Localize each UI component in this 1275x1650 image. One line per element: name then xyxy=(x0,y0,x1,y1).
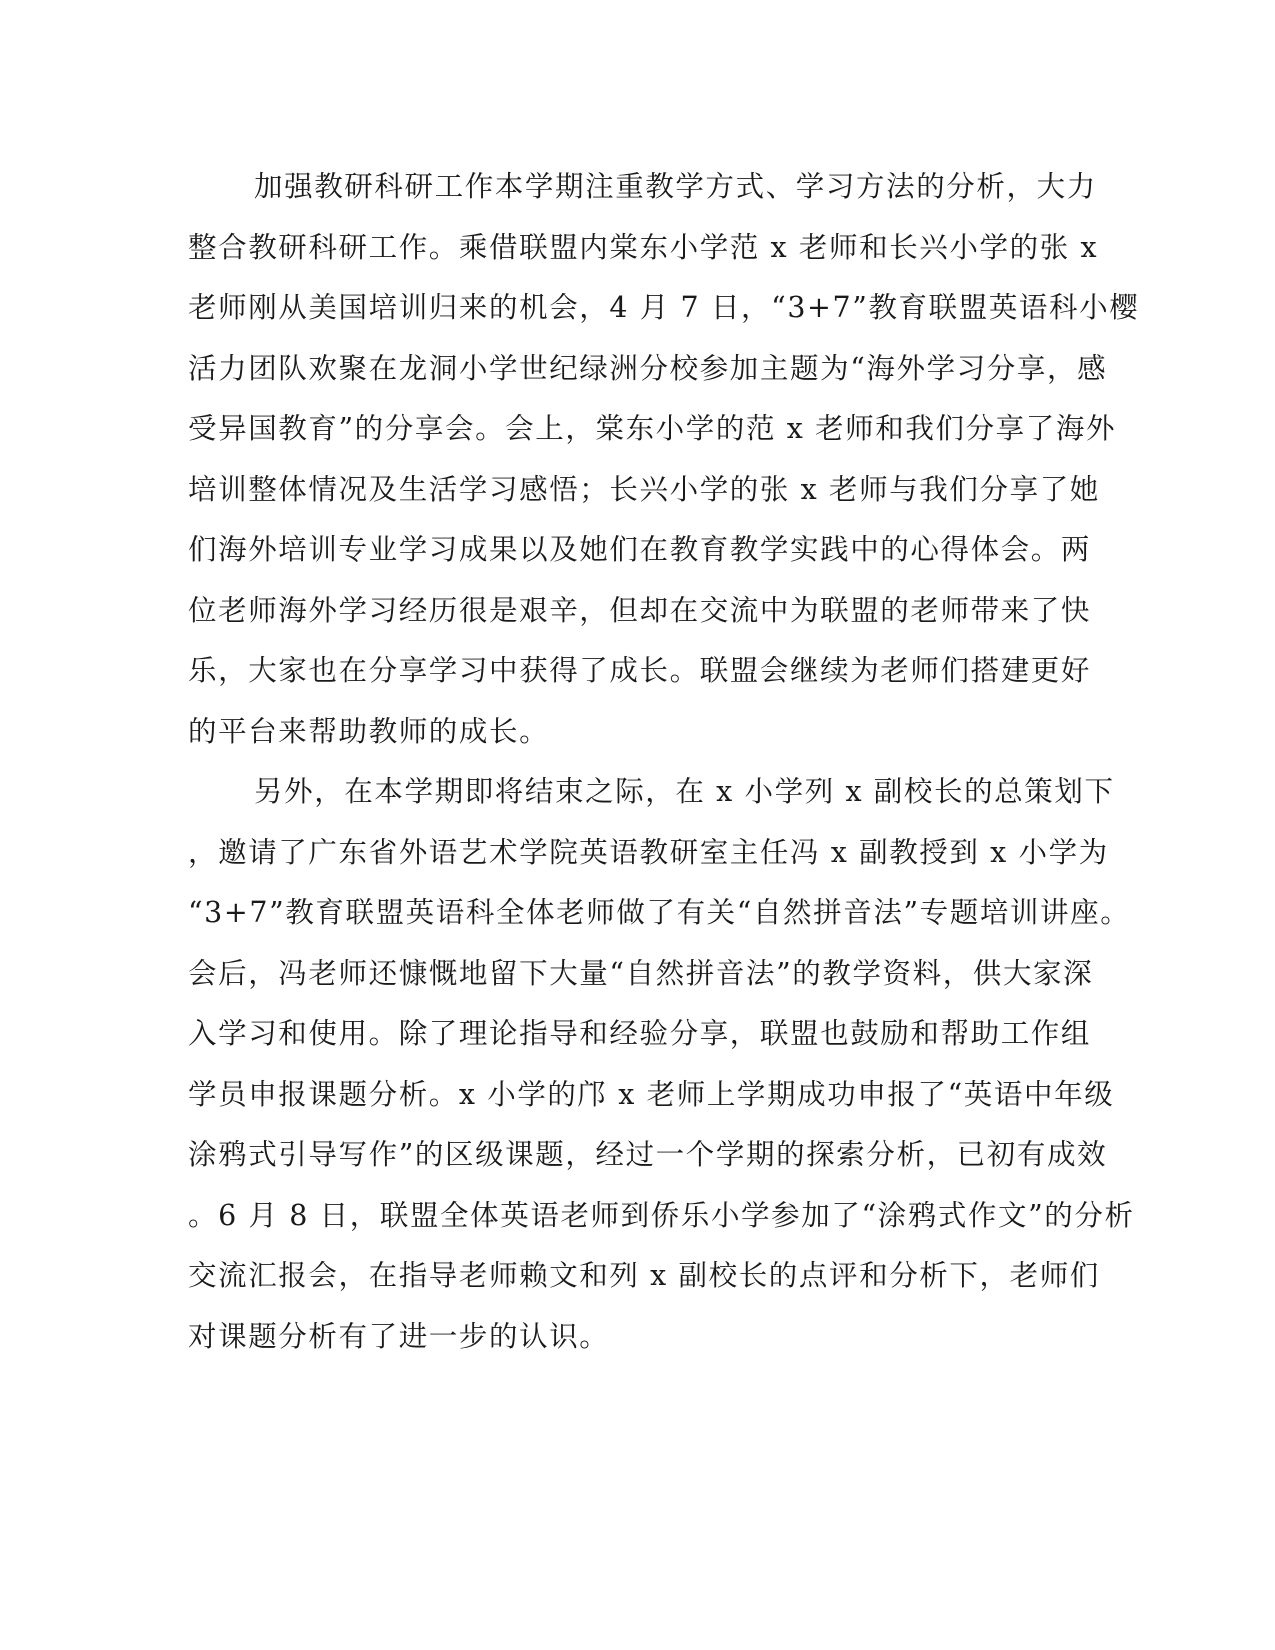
paragraph-2 xyxy=(188,762,1135,1367)
paragraph-line: 老师刚从美国培训归来的机会，4 月 7 日，“3+7”教育联盟英语科小樱 xyxy=(188,291,1140,324)
paragraph-line: 们海外培训专业学习成果以及她们在教育教学实践中的心得体会。两 xyxy=(188,533,1092,566)
paragraph-line: “3+7”教育联盟英语科全体老师做了有关“自然拼音法”专题培训讲座。 xyxy=(188,896,1131,929)
paragraph-line: ，邀请了广东省外语艺术学院英语教研室主任冯 x 副教授到 x 小学为 xyxy=(188,835,1109,869)
paragraph-line: 培训整体情况及生活学习感悟；长兴小学的张 x 老师与我们分享了她 xyxy=(188,472,1100,506)
paragraph-line: 学员申报课题分析。x 小学的邝 x 老师上学期成功申报了“英语中年级 xyxy=(188,1077,1115,1111)
paragraph-1 xyxy=(188,157,1140,762)
paragraph-line: 入学习和使用。除了理论指导和经验分享，联盟也鼓励和帮助工作组 xyxy=(188,1017,1092,1050)
paragraph-line: 。6 月 8 日，联盟全体英语老师到侨乐小学参加了“涂鸦式作文”的分析 xyxy=(188,1198,1135,1232)
paragraph-line: 加强教研科研工作本学期注重教学方式、学习方法的分析，大力 xyxy=(254,170,1097,203)
paragraph-line: 交流汇报会，在指导老师赖文和列 x 副校长的点评和分析下，老师们 xyxy=(188,1259,1100,1292)
paragraph-line: 另外，在本学期即将结束之际，在 x 小学列 x 副校长的总策划下 xyxy=(254,775,1115,808)
paragraph-line: 乐，大家也在分享学习中获得了成长。联盟会继续为老师们搭建更好 xyxy=(188,654,1092,687)
paragraph-line: 涂鸦式引导写作”的区级课题，经过一个学期的探索分析，已初有成效 xyxy=(188,1138,1108,1171)
paragraph-line: 活力团队欢聚在龙洞小学世纪绿洲分校参加主题为“海外学习分享，感 xyxy=(188,351,1108,385)
paragraph-line: 对课题分析有了进一步的认识。 xyxy=(188,1319,610,1353)
paragraph-line: 位老师海外学习经历很是艰辛，但却在交流中为联盟的老师带来了快 xyxy=(188,593,1092,627)
document-body xyxy=(188,157,1140,1367)
paragraph-line: 整合教研科研工作。乘借联盟内棠东小学范 x 老师和长兴小学的张 x xyxy=(188,230,1099,264)
paragraph-line: 的平台来帮助教师的成长。 xyxy=(188,714,550,748)
paragraph-line: 会后，冯老师还慷慨地留下大量“自然拼音法”的教学资料，供大家深 xyxy=(188,956,1094,990)
paragraph-line: 受异国教育”的分享会。会上，棠东小学的范 x 老师和我们分享了海外 xyxy=(188,412,1117,445)
